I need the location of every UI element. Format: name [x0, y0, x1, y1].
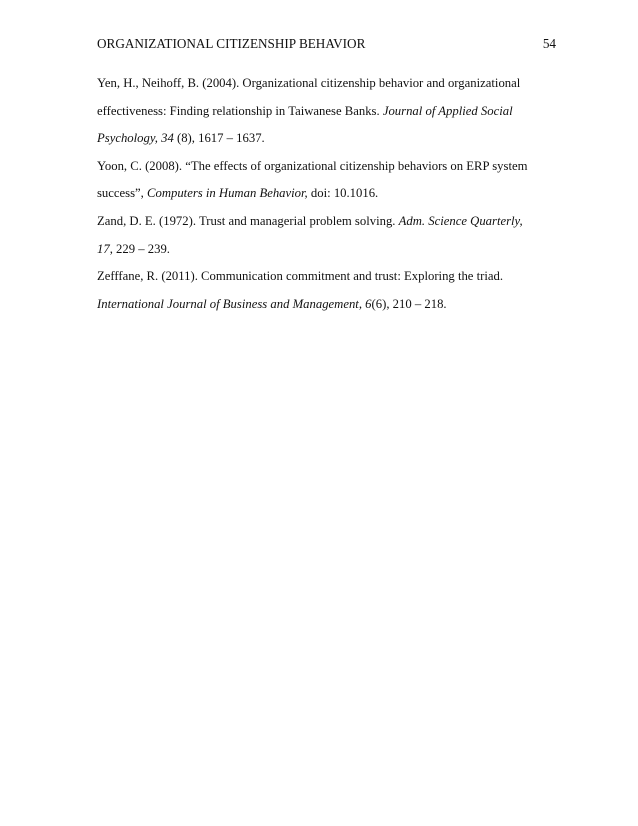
reference-text: (8), 1617 – 1637. — [173, 131, 265, 146]
reference-text: Zand, D. E. (1972). Trust and managerial problem solving. — [97, 213, 399, 228]
reference-entry — [97, 208, 557, 263]
reference-entry — [97, 263, 557, 318]
reference-line — [97, 125, 557, 153]
journal-title: Adm. Science Quarterly, — [398, 213, 523, 228]
reference-text: , 229 – 239. — [109, 241, 170, 256]
running-head: ORGANIZATIONAL CITIZENSHIP BEHAVIOR — [97, 36, 366, 51]
reference-line — [97, 98, 557, 126]
journal-title: Psychology, 34 — [97, 131, 174, 146]
reference-text: success”, — [97, 186, 148, 201]
reference-text: (6), 210 – 218. — [371, 296, 447, 311]
reference-entry — [97, 153, 557, 208]
page-number: 54 — [542, 36, 556, 51]
reference-text: effectiveness: Finding relationship in Taiwanese Banks. — [97, 103, 383, 118]
reference-line: Zefffane, R. (2011). Communication commitment and trust: Exploring the triad. — [97, 269, 504, 284]
reference-line: Yoon, C. (2008). “The effects of organizational citizenship behaviors on ERP system — [97, 158, 528, 173]
reference-line: Yen, H., Neihoff, B. (2004). Organizational citizenship behavior and organizational — [97, 76, 521, 90]
reference-line — [97, 291, 557, 319]
journal-title: International Journal of Business and Management, 6 — [97, 296, 372, 311]
reference-line — [97, 236, 557, 264]
journal-title: Journal of Applied Social — [382, 103, 513, 118]
reference-line — [97, 180, 557, 208]
reference-line — [97, 208, 557, 236]
reference-text: doi: 10.1016. — [307, 186, 379, 201]
volume-number: 17 — [97, 241, 110, 256]
reference-list — [97, 70, 557, 318]
journal-title: Computers in Human Behavior, — [147, 186, 308, 201]
reference-entry — [97, 70, 557, 153]
